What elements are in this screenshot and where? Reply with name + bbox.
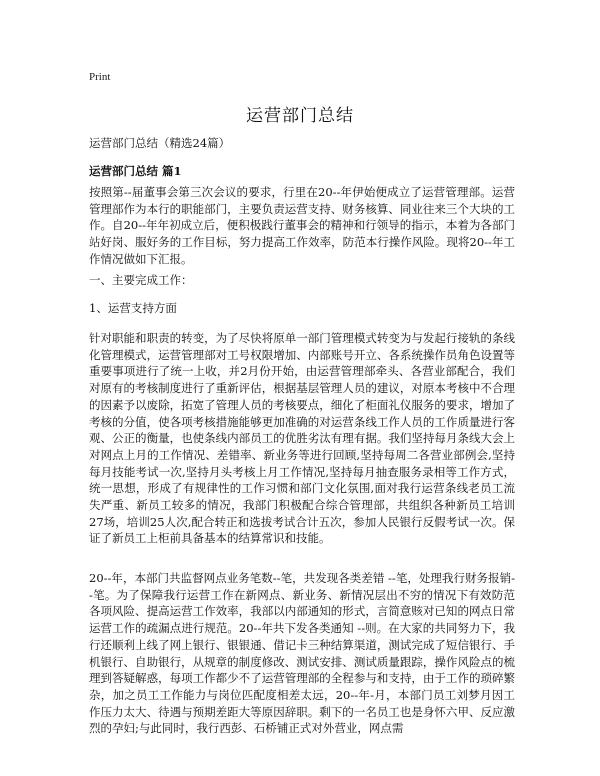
heading-main-work: 一、主要完成工作：	[89, 273, 193, 287]
paragraph-operations-support: 针对职能和职责的转变，为了尽快将原单一部门管理模式转变为与发起行接轨的条线化管理模式，运营管理部对工号权限增加、内部账号开立、各系统操作员角色设置等重要事项进行了统一上收，并2月份开始，由运营管理部牵头、各营业部配合，我们对原有的考核制度进行了重新评估，根据基层管理人员的建议，对原本考核中不合理的因素予以废除，拓宽了管理人员的考核要点，细化了柜面礼仪服务的要求，增加了考核的分值，使各项考核措施能够更加准确的对运营条线工作人员的工作质量进行客观、公正的衡量，也使条线内部员工的优胜劣汰有理有据。我们坚持每月条线大会上对网点上月的工作情况、差错率、新业务等进行回顾,坚持每周二各营业部例会,坚持每月技能考试一次,坚持月头考核上月工作情况,坚持每月抽查服务录相等工作方式，统一思想，形成了有规律性的工作习惯和部门文化氛围,面对我行运营条线老员工流失严重、新员工较多的情况，我部门积极配合综合管理部，共组织各种新员工培训27场，培训25人次,配合转正和选拔考试合计五次，参加人民银行反假考试一次。保证了新员工上柜前具备基本的结算常识和技能。	[89, 331, 515, 546]
print-label[interactable]: Print	[89, 71, 111, 83]
section-title: 运营部门总结 篇1	[89, 164, 182, 178]
page-title: 运营部门总结	[246, 106, 354, 126]
paragraph-intro: 按照第--届董事会第三次会议的要求，行里在20--年伊始便成立了运营管理部。运营管理部作为本行的职能部门，主要负责运营支持、财务核算、同业往来三个大块的工作。自20--年年初成立后，便积极践行董事会的精神和行领导的指示，本着为各部门站好岗、服好务的工作目标，努力提高工作效率，防范本行操作风险。现将20--年工作情况做如下汇报。	[89, 185, 515, 266]
paragraph-supervision: 20--年，本部门共监督网点业务笔数--笔，共发现各类差错 --笔，处理我行财务报销--笔。为了保障我行运营工作在新网点、新业务、新情况层出不穷的情况下有效防范各项风险、提高运营工作效率，我部以内部通知的形式，言简意赅对已知的网点日常运营工作的疏漏点进行规范。20--年共下发各类通知 --则。在大家的共同努力下，我行还顺利上线了网上银行、银银通、借记卡三种结算渠道，测试完成了短信银行、手机银行、自助银行，从规章的制度修改、测试安排、测试质量跟踪，操作风险点的梳理到答疑解惑，每项工作都少不了运营管理部的全程参与和支持，由于工作的琐碎繁杂，加之员工工作能力与岗位匹配度相差太远，20--年-月，本部门员工刘梦月因工作压力太大、待遇与预期差距大等原因辞职。剩下的一名员工也是身怀六甲、反应激烈的孕妇;与此同时，我行西彭、石桥铺正式对外营业，网点需	[89, 571, 515, 736]
heading-operations-support: 1、运营支持方面	[89, 301, 177, 315]
document-subtitle: 运营部门总结（精选24篇）	[89, 136, 231, 150]
